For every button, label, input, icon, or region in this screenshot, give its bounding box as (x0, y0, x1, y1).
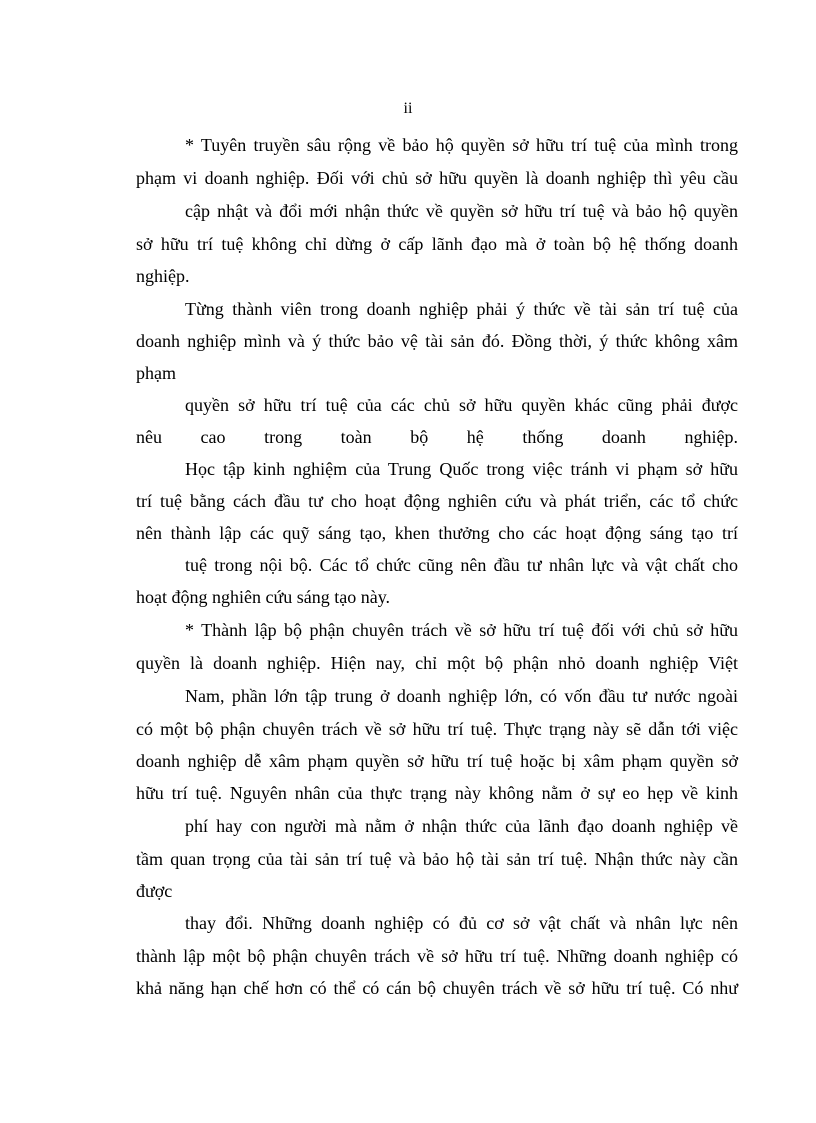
text-line: * Thành lập bộ phận chuyên trách về sở hữu trí tuệ đối với chủ sở hữu (185, 620, 738, 640)
text-line: tầm quan trọng của tài sản trí tuệ và bảo hộ tài sản trí tuệ. Nhận thức này cần (136, 849, 738, 869)
text-line: thành lập một bộ phận chuyên trách về sở hữu trí tuệ. Những doanh nghiệp có (136, 946, 738, 966)
text-line: sở hữu trí tuệ không chỉ dừng ở cấp lãnh đạo mà ở toàn bộ hệ thống doanh (136, 234, 738, 254)
text-line: phạm vi doanh nghiệp. Đối với chủ sở hữu quyền là doanh nghiệp thì yêu cầu (136, 168, 738, 188)
text-line: quyền sở hữu trí tuệ của các chủ sở hữu quyền khác cũng phải được (185, 395, 738, 415)
text-line: doanh nghiệp dễ xâm phạm quyền sở hữu trí tuệ hoặc bị xâm phạm quyền sở (136, 751, 738, 771)
text-line: Từng thành viên trong doanh nghiệp phải ý thức về tài sản trí tuệ của (185, 299, 738, 319)
text-line: thay đổi. Những doanh nghiệp có đủ cơ sở vật chất và nhân lực nên (185, 913, 738, 933)
text-line: * Tuyên truyền sâu rộng về bảo hộ quyền sở hữu trí tuệ của mình trong (185, 135, 738, 155)
text-line: có một bộ phận chuyên trách về sở hữu trí tuệ. Thực trạng này sẽ dẫn tới việc (136, 719, 738, 739)
text-line: cập nhật và đổi mới nhận thức về quyền sở hữu trí tuệ và bảo hộ quyền (185, 201, 738, 221)
text-line: nên thành lập các quỹ sáng tạo, khen thưởng cho các hoạt động sáng tạo trí (136, 523, 738, 543)
text-line: được (136, 881, 173, 901)
text-line: nghiệp. (136, 266, 190, 286)
text-line: quyền là doanh nghiệp. Hiện nay, chỉ một bộ phận nhỏ doanh nghiệp Việt (136, 653, 738, 673)
text-line: tuệ trong nội bộ. Các tổ chức cũng nên đầu tư nhân lực và vật chất cho (185, 555, 738, 575)
text-line: doanh nghiệp mình và ý thức bảo vệ tài sản đó. Đồng thời, ý thức không xâm (136, 331, 738, 351)
text-line: hữu trí tuệ. Nguyên nhân của thực trạng này không nằm ở sự eo hẹp về kinh (136, 783, 738, 803)
page-number: ii (403, 100, 413, 117)
text-line: khả năng hạn chế hơn có thể có cán bộ chuyên trách về sở hữu trí tuệ. Có như (136, 978, 738, 998)
text-line: phạm (136, 363, 176, 383)
text-line: trí tuệ bằng cách đầu tư cho hoạt động nghiên cứu và phát triển, các tổ chức (136, 491, 738, 511)
text-line: Nam, phần lớn tập trung ở doanh nghiệp lớn, có vốn đầu tư nước ngoài (185, 686, 738, 706)
text-line: nêu cao trong toàn bộ hệ thống doanh nghiệp. (136, 427, 738, 447)
text-line: hoạt động nghiên cứu sáng tạo này. (136, 587, 391, 607)
text-line: phí hay con người mà nằm ở nhận thức của lãnh đạo doanh nghiệp về (185, 816, 738, 836)
text-line: Học tập kinh nghiệm của Trung Quốc trong việc tránh vi phạm sở hữu (185, 459, 738, 479)
